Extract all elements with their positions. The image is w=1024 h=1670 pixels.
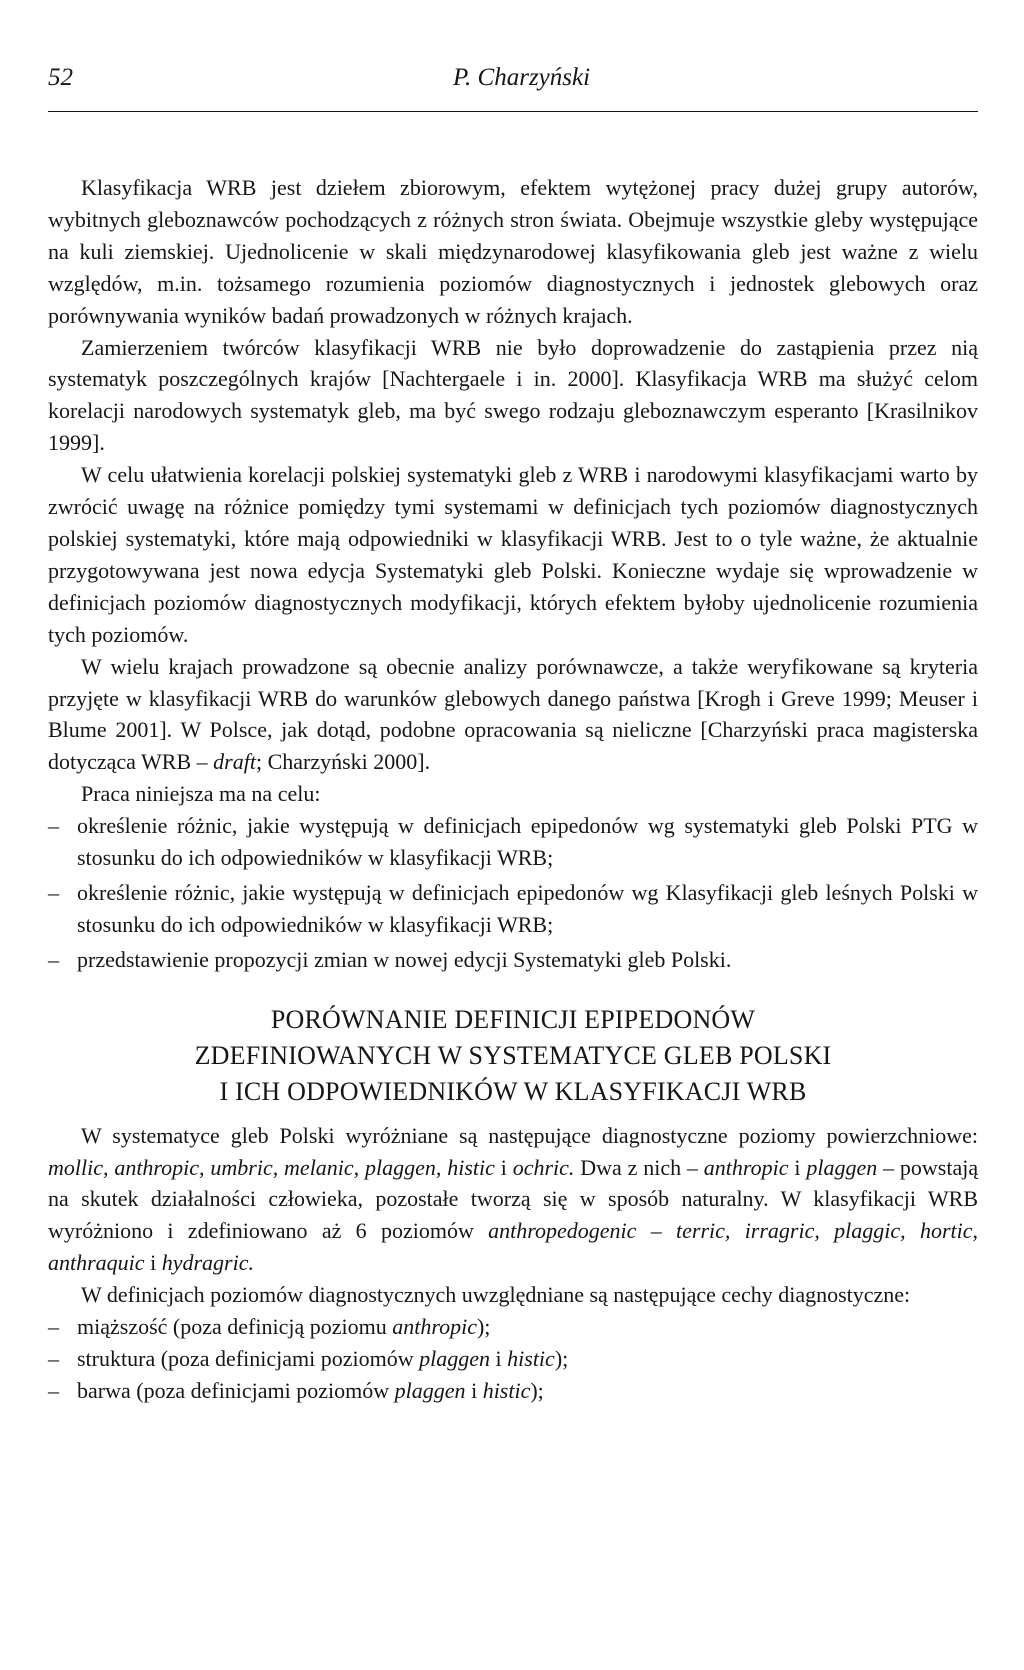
list-dash: – — [48, 813, 59, 839]
paragraph-surface-horizons — [48, 1120, 978, 1280]
list-dash: – — [48, 1346, 59, 1371]
features-list — [48, 1311, 978, 1407]
feature-text: barwa (poza definicjami poziomów — [77, 1377, 390, 1403]
running-author: P. Charzyński — [453, 64, 591, 91]
list-dash: – — [48, 946, 59, 972]
feature-text: miąższość (poza definicją poziomu — [77, 1314, 387, 1340]
list-item-text: określenie różnic, jakie występują w definicjach epipedonów wg Klasyfikacji gleb leśnych Polski w stosunku do ich odpowiedników w klasyfikacji WRB; — [77, 879, 978, 937]
list-item-text: określenie różnic, jakie występują w definicjach epipedonów wg systematyki gleb Polski PTG w stosunku do ich odpowiedników w klasyfikacji WRB; — [77, 813, 978, 871]
feature-horizon: plaggen — [419, 1346, 491, 1371]
page-number: 52 — [48, 64, 73, 91]
list-item — [48, 1311, 978, 1343]
p4-main: W wielu krajach prowadzone są obecnie analizy porównawcze, a także weryfikowane są kryteria przyjęte w klasyfikacji WRB do warunków glebowych danego państwa [Krogh i Greve 1999; Meuser i Blume 2001]. W Polsce, jak dotąd, podobne opracowania są nieliczne [Charzyński praca magisterska dotycząca WRB – — [48, 653, 978, 775]
s1-d: i — [794, 1154, 801, 1180]
section-heading-line-3: I ICH ODPOWIEDNIKÓW W KLASYFIKACJI WRB — [219, 1076, 807, 1106]
s1-c: Dwa z nich – — [580, 1154, 698, 1180]
list-dash: – — [48, 1314, 59, 1340]
list-item-text: przedstawienie propozycji zmian w nowej edycji Systematyki gleb Polski. — [77, 946, 732, 972]
list-item — [48, 877, 978, 941]
feature-text: struktura (poza definicjami poziomów — [77, 1346, 414, 1371]
feature-end: ); — [554, 1346, 569, 1371]
feature-mid: i — [471, 1377, 478, 1403]
paragraph-aim-of-wrb: Zamierzeniem twórców klasyfikacji WRB nie było doprowadzenie do zastąpienia przez nią systematyk poszczególnych krajów [Nachtergaele i in. 2000]. Klasyfikacja WRB ma służyć celom korelacji narodowych systematyk gleb, ma być swego rodzaju gleboznawczym esperanto [Krasilnikov 1999]. — [48, 334, 978, 456]
horizon-names-1: mollic, anthropic, umbric, melanic, plaggen, histic — [48, 1154, 495, 1180]
list-item — [48, 1375, 978, 1407]
list-dash: – — [48, 879, 59, 905]
section-heading — [48, 1002, 978, 1110]
running-header — [48, 62, 978, 102]
s1-e: – powstają na skutek działalności człowieka, pozostałe tworzą się w sposób naturalny. W klasyfikacji WRB wyróżniono i zdefiniowano aż 6 poziomów — [48, 1154, 979, 1244]
aims-list — [48, 810, 978, 976]
s1-f: i — [150, 1250, 157, 1276]
feature-horizon-2: histic — [482, 1377, 531, 1403]
paragraph-correlation: W celu ułatwienia korelacji polskiej systematyki gleb z WRB i narodowymi klasyfikacjami warto by zwrócić uwagę na różnice pomiędzy tymi systemami w definicjach tych poziomów diagnostycznych polskiej systematyki, które mają odpowiedniki w klasyfikacji WRB. Jest to o tyle ważne, że aktualnie przygotowywana jest nowa edycja Systematyki gleb Polski. Konieczne wydaje się wprowadzenie w definicjach poziomów diagnostycznych modyfikacji, których efektem byłoby ujednolicenie rozumienia tych poziomów. — [48, 462, 978, 647]
feature-end: ); — [476, 1314, 491, 1340]
feature-horizon: plaggen — [394, 1377, 466, 1403]
feature-horizon: anthropic — [392, 1314, 477, 1340]
list-dash: – — [48, 1377, 59, 1403]
feature-horizon-2: histic — [507, 1346, 555, 1371]
horizon-names-5: anthropedogenic – terric, irragric, plaggic, hortic, anthraquic — [48, 1218, 979, 1276]
paragraph-aims-intro: Praca niniejsza ma na celu: — [81, 781, 321, 807]
horizon-names-2: ochric. — [512, 1154, 575, 1180]
body-text — [48, 172, 978, 1407]
feature-end: ); — [530, 1377, 544, 1403]
feature-mid: i — [495, 1346, 502, 1371]
list-item — [48, 944, 978, 976]
paragraph-diagnostic-features: W definicjach poziomów diagnostycznych uwzględniane są następujące cechy diagnostyczne: — [81, 1282, 911, 1308]
section-heading-line-1: PORÓWNANIE DEFINICJI EPIPEDONÓW — [270, 1004, 756, 1034]
horizon-names-6: hydragric. — [161, 1250, 254, 1276]
list-item — [48, 810, 978, 874]
paragraph-comparative-studies — [48, 651, 978, 779]
list-item — [48, 1343, 978, 1375]
paragraph-intro: Klasyfikacja WRB jest dziełem zbiorowym, efektem wytężonej pracy dużej grupy autorów, wybitnych gleboznawców pochodzących z różnych stron świata. Obejmuje wszystkie gleby występujące na kuli ziemskiej. Ujednolicenie w skali międzynarodowej klasyfikowania gleb jest ważne z wielu względów, m.in. tożsamego rozumienia poziomów diagnostycznych i jednostek glebowych oraz porównywania wyników badań prowadzonych w różnych krajach. — [48, 175, 978, 328]
p4-end: ; Charzyński 2000]. — [255, 749, 431, 775]
s1-a: W systematyce gleb Polski wyróżniane są następujące diagnostyczne poziomy powierzchniowe: — [81, 1122, 978, 1148]
horizon-names-4: plaggen — [806, 1154, 878, 1180]
p4-draft: draft — [213, 749, 256, 775]
horizon-names-3: anthropic — [703, 1154, 789, 1180]
section-heading-line-2: ZDEFINIOWANYCH W SYSTEMATYCE GLEB POLSKI — [194, 1040, 832, 1070]
header-rule — [48, 111, 978, 112]
s1-b: i — [500, 1154, 507, 1180]
